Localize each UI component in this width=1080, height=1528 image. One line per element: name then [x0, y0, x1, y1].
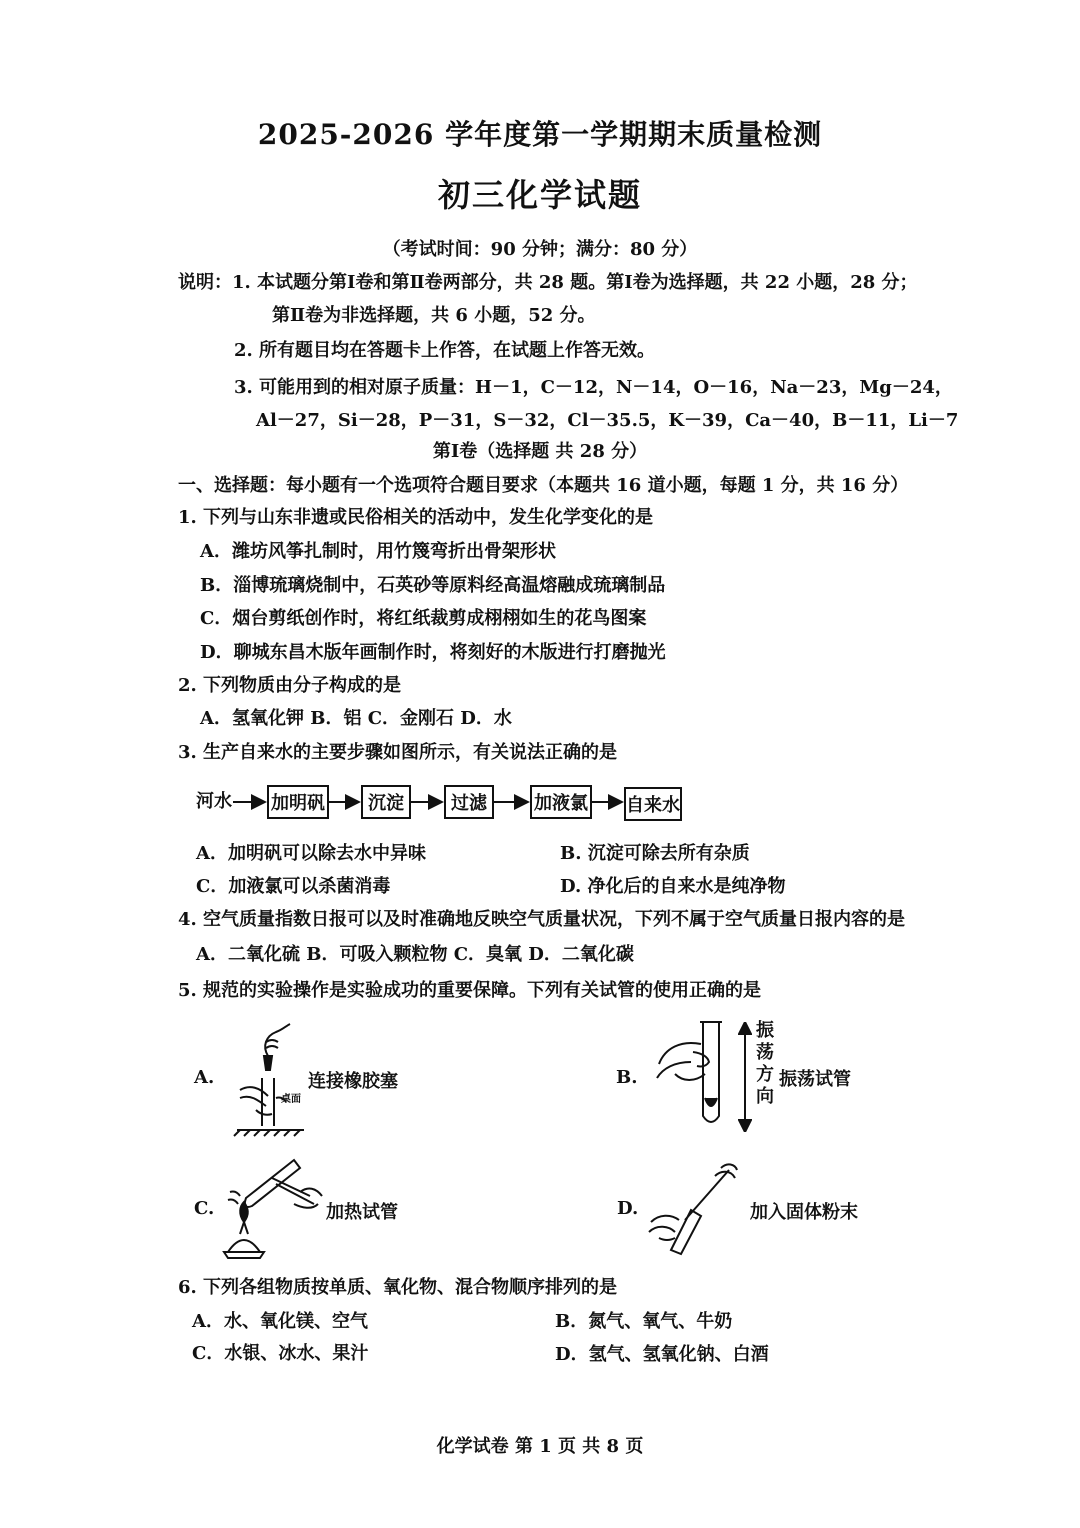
flow-step-alum: 加明矾	[267, 785, 329, 819]
page-footer: 化学试卷 第 1 页 共 8 页	[436, 1436, 644, 1457]
instruction-line-3b: Al－27，Si－28，P－31，S－32，Cl－35.5，K－39，Ca－40，B－11，Li－7	[256, 410, 959, 431]
q5-a-caption: 连接橡胶塞	[308, 1071, 398, 1092]
q1-option-d: D．聊城东昌木版年画制作时，将刻好的木版进行打磨抛光	[200, 642, 666, 663]
instruction-line-2: 2. 所有题目均在答题卡上作答，在试题上作答无效。	[234, 340, 656, 361]
q2-stem: 2. 下列物质由分子构成的是	[178, 675, 402, 696]
q1-stem: 1. 下列与山东非遗或民俗相关的活动中，发生化学变化的是	[178, 507, 654, 528]
adding-powder-illustration	[645, 1158, 740, 1258]
q3-option-d: D. 净化后的自来水是纯净物	[560, 876, 786, 897]
instruction-line-1b: 第Ⅱ卷为非选择题，共 6 小题，52 分。	[272, 305, 596, 326]
q1-option-c: C．烟台剪纸创作时，将红纸裁剪成栩栩如生的花鸟图案	[200, 608, 647, 629]
heating-test-tube-illustration	[220, 1152, 325, 1262]
q6-option-d: D．氢气、氢氧化钠、白酒	[555, 1344, 769, 1365]
shake-direction-arrow	[738, 1022, 752, 1132]
flow-step-river: 河水	[196, 791, 232, 812]
q6-option-b: B．氮气、氧气、牛奶	[555, 1311, 733, 1332]
q1-option-a: A．潍坊风筝扎制时，用竹篾弯折出骨架形状	[200, 541, 556, 562]
exam-title: 2025-2026 学年度第一学期期末质量检测	[257, 118, 823, 151]
q5-c-letter: C.	[194, 1198, 215, 1219]
flow-step-tapwater: 自来水	[624, 787, 682, 821]
q5-a-letter: A.	[194, 1067, 215, 1088]
q5-b-caption: 振荡试管	[779, 1069, 851, 1090]
q6-option-c: C．水银、冰水、果汁	[192, 1343, 369, 1364]
q6-option-a: A．水、氧化镁、空气	[192, 1311, 368, 1332]
part-heading: 一、选择题：每小题有一个选项符合题目要求（本题共 16 道小题，每题 1 分，共 16 分）	[178, 475, 909, 496]
q2-options: A．氢氧化钾 B．铝 C．金刚石 D．水	[200, 708, 512, 729]
q5-b-letter: B.	[616, 1067, 638, 1088]
q5-b-direction-4: 向	[756, 1086, 774, 1107]
q5-b-direction-2: 荡	[756, 1042, 774, 1063]
q1-option-b: B．淄博琉璃烧制中，石英砂等原料经高温熔融成琉璃制品	[200, 575, 666, 596]
q5-b-direction-1: 振	[756, 1020, 774, 1041]
shaking-test-tube-illustration	[655, 1018, 735, 1133]
q6-stem: 6. 下列各组物质按单质、氧化物、混合物顺序排列的是	[178, 1277, 618, 1298]
q5-c-caption: 加热试管	[326, 1202, 398, 1223]
q5-d-caption: 加入固体粉末	[750, 1202, 858, 1223]
q4-options: A．二氧化硫 B．可吸入颗粒物 C．臭氧 D．二氧化碳	[196, 944, 634, 965]
q3-option-b: B. 沉淀可除去所有杂质	[560, 843, 750, 864]
q5-d-letter: D.	[617, 1198, 639, 1219]
q3-stem: 3. 生产自来水的主要步骤如图所示，有关说法正确的是	[178, 742, 618, 763]
instruction-line-1: 说明：1. 本试题分第Ⅰ卷和第Ⅱ卷两部分，共 28 题。第Ⅰ卷为选择题，共 22 小题，28 分；	[178, 272, 918, 293]
q5-a-desk-label: 桌面	[281, 1094, 301, 1105]
q5-stem: 5. 规范的实验操作是实验成功的重要保障。下列有关试管的使用正确的是	[178, 980, 762, 1001]
flow-step-filter: 过滤	[444, 785, 494, 819]
q3-option-a: A．加明矾可以除去水中异味	[196, 843, 426, 864]
q5-b-direction-3: 方	[756, 1064, 774, 1085]
exam-info: （考试时间：90 分钟；满分：80 分）	[382, 239, 698, 260]
flow-step-chlorine: 加液氯	[530, 785, 592, 819]
q3-option-c: C．加液氯可以杀菌消毒	[196, 876, 391, 897]
volume-heading: 第Ⅰ卷（选择题 共 28 分）	[432, 441, 648, 462]
exam-subtitle: 初三化学试题	[437, 176, 642, 214]
stopper-insertion-illustration	[232, 1018, 312, 1138]
flow-step-settle: 沉淀	[361, 785, 411, 819]
instruction-line-3: 3. 可能用到的相对原子质量：H－1，C－12，N－14，O－16，Na－23，Mg－24，	[234, 377, 953, 398]
q4-stem: 4. 空气质量指数日报可以及时准确地反映空气质量状况，下列不属于空气质量日报内容的是	[178, 909, 906, 930]
